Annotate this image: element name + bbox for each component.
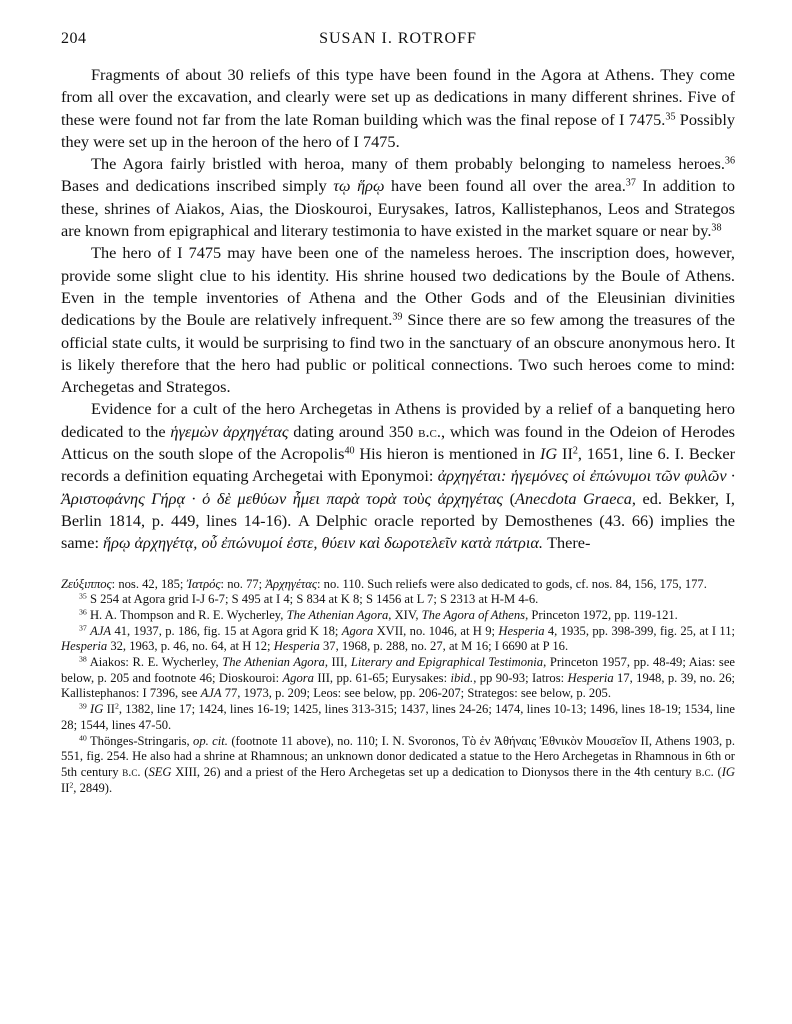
paragraph-2: The Agora fairly bristled with heroa, many of them probably belonging to nameless heroes.$^{36}$ Bases and dedications inscribed simply τῳ ἥρῳ have been found all over the area.$^{37}$ In addition to these, shrines of Aiakos, Aias, the Dioskouroi, Eurysakes, Iatros, Kallistephanos, Leos and Strategos are known from epigraphical and literary testimonia to have existed in the market square or near by.$^{38}$ <box>61 154 736 241</box>
greek-phrase: τῳ ἥρῳ <box>333 176 385 196</box>
footnote-ref-38[interactable]: 38 <box>711 222 722 234</box>
footnote-continuation: Ζεύξιππος: nos. 42, 185; Ἰατρός: no. 77; Ἀρχηγέτας: no. 110. Such reliefs were also dedicated to gods, cf. nos. 84, 156, 175, 177. <box>61 576 707 591</box>
footnote-40: $^{40}$ Thönges-Stringaris, op. cit. (footnote 11 above), no. 110; I. N. Svoronos, Τὸ ἐν Ἀθήναις Ἐθνικὸν Μουσεῖον II, Athens 1903, p. 551, fig. 254. He also had a shrine at Rhamnous; an unknown donor dedicated a statue to the Hero Archegetas in Rhamnous in 6th or 5th century b.c. (SEG XIII, 26) and a priest of the Hero Archegetas set up a dedication to Dionysos there in the 4th century b.c. (IG $II^2$, 2849). <box>61 733 736 795</box>
paragraph-3: The hero of I 7475 may have been one of the nameless heroes. The inscription does, however, provide some slight clue to his identity. His shrine housed two dedications by the Boule of Athens. Even in the temple inventories of Athena and the Other Gods and of the Eleusinian divinities dedications by the Boule are relatively infrequent.$^{39}$ Since there are so few among the treasures of the official state cults, it would be surprising to find two in the sanctuary of an obscure anonymous hero. It is likely therefore that the hero had public or political connections. Two such heroes come to mind: Archegetas and Strategos. <box>61 243 735 397</box>
page <box>61 30 735 796</box>
body-text <box>61 64 735 555</box>
footnote-35: $^{35}$ S 254 at Agora grid I-J 6-7; S 495 at I 4; S 834 at K 8; S 1456 at L 7; S 2313 at H-M 4-6. <box>79 591 539 607</box>
footnote-37: $^{37}$ AJA 41, 1937, p. 186, fig. 15 at Agora grid K 18; Agora XVII, no. 1046, at H 9; Hesperia 4, 1935, pp. 398-399, fig. 25, at I 11; Hesperia 32, 1963, p. 46, no. 64, at H 12; Hesperia 37, 1968, p. 288, no. 27, at M 16; I 6690 at P 16. <box>61 623 735 654</box>
running-head: SUSAN I. ROTROFF <box>319 30 477 47</box>
paragraph-4: Evidence for a cult of the hero Archegetas in Athens is provided by a relief of a banqueting hero dedicated to the ἡγεμὼν ἀρχηγέτας dating around 350 b.c., which was found in the Odeion of Herodes Atticus on the south slope of the Acropolis$^{40}$ His hieron is mentioned in IG $II^2$, 1651, line 6. I. Becker records a definition equating Archegetai with Eponymoi: ἀρχηγέται: ἡγεμόνες οἱ ἐπώνυμοι τῶν φυλῶν · Ἀριστοφάνης Γήρᾳ · ὁ δὲ μεθύων ἧμει παρὰ τορὰ τοὺς ἀρχηγέτας (Anecdota Graeca, ed. Bekker, I, Berlin 1814, p. 449, lines 14-16). A Delphic oracle reported by Demosthenes (43. 66) implies the same: ἥρῳ ἀρχηγέτᾳ, οὗ ἐπώνυμοί ἐστε, θύειν καὶ δωροτελεῖν κατὰ πάτρια. There- <box>61 399 736 553</box>
footnote-38: $^{38}$ Aiakos: R. E. Wycherley, The Athenian Agora, III, Literary and Epigraphical Testimonia, Princeton 1957, pp. 48-49; Aias: see below, p. 205 and footnote 46; Dioskouroi: Agora III, pp. 61-65; Eurysakes: ibid., pp 90-93; Iatros: Hesperia 17, 1948, p. 39, no. 26; Kallistephanos: I 7396, see AJA 77, 1973, p. 209; Leos: see below, pp. 206-207; Strategos: see below, p. 205. <box>61 654 736 701</box>
page-number: 204 <box>61 30 87 47</box>
footnote-39: $^{39}$ IG $II^2$, 1382, line 17; 1424, lines 16-19; 1425, lines 313-315; 1437, lines 24-26; 1474, lines 10-13; 1496, lines 18-19; 1534, line 28; 1544, lines 47-50. <box>61 701 735 732</box>
footnote-ref-36[interactable]: 36 <box>724 155 735 167</box>
greek-phrase: ἀρχηγέται: ἡγεμόνες οἱ ἐπώνυμοι τῶν φυλῶν · Ἀριστοφάνης Γήρᾳ · ὁ δὲ μεθύων ἧμει παρὰ τορὰ τοὺς ἀρχηγέτας <box>61 466 735 508</box>
footnote-ref-35[interactable]: 35 <box>665 111 676 123</box>
paragraph-1: Fragments of about 30 reliefs of this type have been found in the Agora at Athens. They come from all over the excavation, and clearly were set up as dedications in many different shrines. Five of these were found not far from the late Roman building which was the final repose of I 7475.35 Possibly they were set up in the heroon of the hero of I 7475. <box>61 65 735 151</box>
greek-phrase: ἡγεμὼν ἀρχηγέτας <box>170 421 289 441</box>
footnotes <box>61 577 735 797</box>
page-header <box>61 30 735 52</box>
footnote-ref-37[interactable]: 37 <box>625 177 636 189</box>
footnote-ref-39[interactable]: 39 <box>392 311 403 323</box>
footnote-ref-40[interactable]: 40 <box>344 445 355 457</box>
greek-phrase: ἥρῳ ἀρχηγέτᾳ, οὗ ἐπώνυμοί ἐστε, θύειν καὶ δωροτελεῖν κατὰ πάτρια. <box>103 533 543 553</box>
footnote-36: $^{36}$ H. A. Thompson and R. E. Wycherley, The Athenian Agora, XIV, The Agora of Athens, Princeton 1972, pp. 119-121. <box>79 607 678 622</box>
